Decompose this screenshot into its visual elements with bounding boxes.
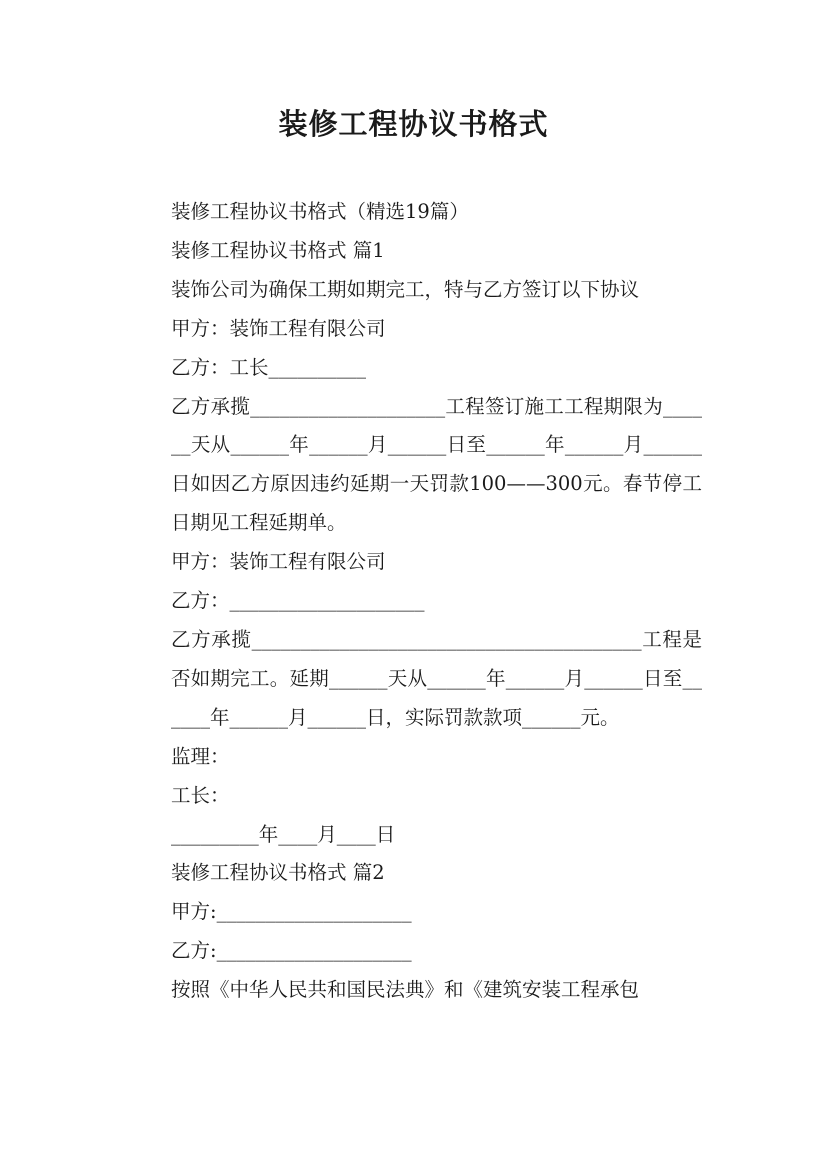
party-a-line: 甲方：装饰工程有限公司 [171,550,386,574]
paragraph: 乙方承揽____________________工程签订施工工程期限为______天从______年______月______日至______年______月______日如因乙方原因违约延期一天罚款100——300元。春节停工日期见工程延期单。 [171,394,702,535]
supervisor-line: 监理： [171,744,230,768]
document-body [127,193,702,1010]
section-title: 装修工程协议书格式 篇1 [171,238,385,262]
party-a-line: 甲方：装饰工程有限公司 [171,316,386,340]
document-title: 装修工程协议书格式 [278,107,549,141]
section-title: 装修工程协议书格式 篇2 [171,861,385,885]
foreman-line: 工长： [171,783,230,807]
paragraph: 按照《中华人民共和国民法典》和《建筑安装工程承包 [171,978,640,1002]
paragraph: 装饰公司为确保工期如期完工，特与乙方签订以下协议 [171,277,640,301]
date-line: _________年____月____日 [171,822,396,846]
paragraph-heading: 装修工程协议书格式（精选19篇） [171,200,469,223]
party-b-line: 乙方:____________________ [171,939,412,963]
party-b-line: 乙方：工长__________ [171,355,367,379]
party-a-line: 甲方:____________________ [171,900,412,924]
party-b-line: 乙方：____________________ [171,589,425,613]
paragraph: 乙方承揽________________________________________工程是否如期完工。延期______天从______年______月______日至______年______月______日，实际罚款款项______元。 [171,627,702,729]
